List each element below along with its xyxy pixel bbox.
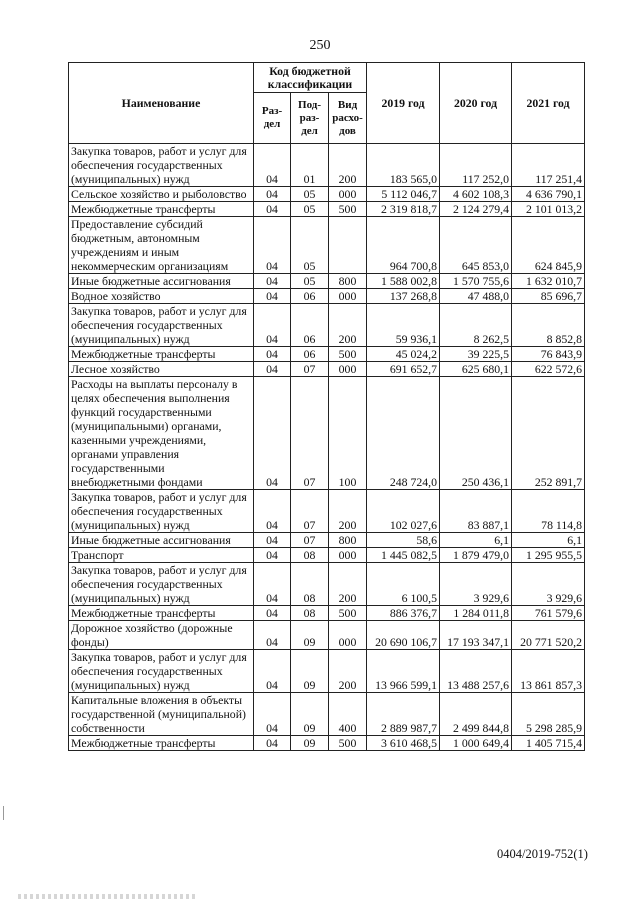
code-vid: 100 (329, 377, 367, 490)
amount-2020: 3 929,6 (440, 563, 512, 606)
code-podrazdel: 09 (291, 621, 329, 650)
code-razdel: 04 (254, 144, 291, 187)
code-vid: 800 (329, 274, 367, 289)
amount-2019: 58,6 (367, 533, 440, 548)
code-razdel: 04 (254, 563, 291, 606)
header-code-group: Код бюджетной классификации (254, 63, 367, 93)
amount-2019: 886 376,7 (367, 606, 440, 621)
amount-2021: 1 405 715,4 (512, 736, 585, 751)
amount-2021: 6,1 (512, 533, 585, 548)
header-2019: 2019 год (367, 63, 440, 144)
code-razdel: 04 (254, 217, 291, 274)
document-code: 0404/2019-752(1) (497, 847, 588, 861)
row-name: Закупка товаров, работ и услуг для обеспечения государственных (муниципальных) нужд (69, 144, 254, 187)
code-podrazdel: 05 (291, 217, 329, 274)
row-name: Капитальные вложения в объекты государственной (муниципальной) собственности (69, 693, 254, 736)
code-vid: 500 (329, 202, 367, 217)
row-name: Иные бюджетные ассигнования (69, 533, 254, 548)
amount-2020: 1 284 011,8 (440, 606, 512, 621)
page-number: 250 (309, 38, 331, 53)
code-vid: 200 (329, 304, 367, 347)
amount-2020: 6,1 (440, 533, 512, 548)
table-row (69, 621, 585, 650)
amount-2019: 183 565,0 (367, 144, 440, 187)
code-podrazdel: 08 (291, 563, 329, 606)
code-podrazdel: 07 (291, 490, 329, 533)
margin-mark (3, 806, 4, 820)
table-row (69, 490, 585, 533)
amount-2020: 117 252,0 (440, 144, 512, 187)
amount-2019: 2 889 987,7 (367, 693, 440, 736)
code-podrazdel: 05 (291, 274, 329, 289)
code-vid: 400 (329, 693, 367, 736)
amount-2021: 78 114,8 (512, 490, 585, 533)
code-razdel: 04 (254, 304, 291, 347)
row-name: Межбюджетные трансферты (69, 736, 254, 751)
amount-2019: 2 319 818,7 (367, 202, 440, 217)
amount-2021: 85 696,7 (512, 289, 585, 304)
amount-2019: 6 100,5 (367, 563, 440, 606)
code-vid: 000 (329, 289, 367, 304)
amount-2021: 5 298 285,9 (512, 693, 585, 736)
row-name: Лесное хозяйство (69, 362, 254, 377)
amount-2020: 2 124 279,4 (440, 202, 512, 217)
code-podrazdel: 01 (291, 144, 329, 187)
amount-2019: 691 652,7 (367, 362, 440, 377)
amount-2019: 248 724,0 (367, 377, 440, 490)
code-vid: 500 (329, 347, 367, 362)
row-name: Дорожное хозяйство (дорожные фонды) (69, 621, 254, 650)
amount-2021: 8 852,8 (512, 304, 585, 347)
row-name: Закупка товаров, работ и услуг для обеспечения государственных (муниципальных) нужд (69, 304, 254, 347)
table-row (69, 304, 585, 347)
code-razdel: 04 (254, 548, 291, 563)
amount-2020: 8 262,5 (440, 304, 512, 347)
row-name: Расходы на выплаты персоналу в целях обеспечения выполнения функций государственными (муниципальными) органами, казенными учреждениями, органами управления государственными внебюджетными фондами (69, 377, 254, 490)
table-row (69, 274, 585, 289)
table-row (69, 187, 585, 202)
row-name: Закупка товаров, работ и услуг для обеспечения государственных (муниципальных) нужд (69, 490, 254, 533)
code-podrazdel: 05 (291, 187, 329, 202)
code-vid: 000 (329, 187, 367, 202)
code-podrazdel: 05 (291, 202, 329, 217)
row-name: Межбюджетные трансферты (69, 347, 254, 362)
amount-2019: 1 588 002,8 (367, 274, 440, 289)
amount-2020: 39 225,5 (440, 347, 512, 362)
amount-2019: 1 445 082,5 (367, 548, 440, 563)
amount-2021: 622 572,6 (512, 362, 585, 377)
amount-2020: 47 488,0 (440, 289, 512, 304)
code-vid: 200 (329, 563, 367, 606)
code-razdel: 04 (254, 377, 291, 490)
code-podrazdel: 09 (291, 736, 329, 751)
code-razdel: 04 (254, 533, 291, 548)
amount-2021: 76 843,9 (512, 347, 585, 362)
row-name: Иные бюджетные ассигнования (69, 274, 254, 289)
amount-2019: 3 610 468,5 (367, 736, 440, 751)
amount-2019: 20 690 106,7 (367, 621, 440, 650)
amount-2021: 13 861 857,3 (512, 650, 585, 693)
header-name: Наименование (69, 63, 254, 144)
table-body (69, 144, 585, 751)
amount-2020: 250 436,1 (440, 377, 512, 490)
row-name: Межбюджетные трансферты (69, 202, 254, 217)
row-name: Закупка товаров, работ и услуг для обеспечения государственных (муниципальных) нужд (69, 650, 254, 693)
amount-2020: 1 879 479,0 (440, 548, 512, 563)
table-row (69, 736, 585, 751)
code-razdel: 04 (254, 650, 291, 693)
amount-2021: 3 929,6 (512, 563, 585, 606)
amount-2020: 17 193 347,1 (440, 621, 512, 650)
amount-2019: 102 027,6 (367, 490, 440, 533)
amount-2021: 252 891,7 (512, 377, 585, 490)
code-podrazdel: 09 (291, 693, 329, 736)
table-row (69, 202, 585, 217)
amount-2019: 137 268,8 (367, 289, 440, 304)
table-row (69, 347, 585, 362)
amount-2020: 83 887,1 (440, 490, 512, 533)
amount-2020: 625 680,1 (440, 362, 512, 377)
table-row (69, 606, 585, 621)
amount-2019: 964 700,8 (367, 217, 440, 274)
table-row (69, 563, 585, 606)
row-name: Межбюджетные трансферты (69, 606, 254, 621)
amount-2020: 645 853,0 (440, 217, 512, 274)
code-vid: 500 (329, 606, 367, 621)
amount-2019: 45 024,2 (367, 347, 440, 362)
code-razdel: 04 (254, 606, 291, 621)
table-row (69, 650, 585, 693)
amount-2020: 1 000 649,4 (440, 736, 512, 751)
amount-2020: 1 570 755,6 (440, 274, 512, 289)
code-podrazdel: 06 (291, 304, 329, 347)
row-name: Транспорт (69, 548, 254, 563)
code-podrazdel: 07 (291, 533, 329, 548)
code-podrazdel: 08 (291, 606, 329, 621)
amount-2020: 4 602 108,3 (440, 187, 512, 202)
code-vid: 500 (329, 736, 367, 751)
amount-2021: 1 295 955,5 (512, 548, 585, 563)
row-name: Предоставление субсидий бюджетным, автономным учреждениям и иным некоммерческим организациям (69, 217, 254, 274)
code-podrazdel: 07 (291, 377, 329, 490)
code-vid: 000 (329, 621, 367, 650)
amount-2019: 13 966 599,1 (367, 650, 440, 693)
row-name: Водное хозяйство (69, 289, 254, 304)
code-vid: 200 (329, 144, 367, 187)
header-vid: Вид расхо-дов (329, 93, 367, 144)
table-row (69, 144, 585, 187)
code-vid (329, 217, 367, 274)
amount-2020: 13 488 257,6 (440, 650, 512, 693)
code-razdel: 04 (254, 274, 291, 289)
code-razdel: 04 (254, 187, 291, 202)
table-row (69, 217, 585, 274)
amount-2019: 5 112 046,7 (367, 187, 440, 202)
code-razdel: 04 (254, 202, 291, 217)
table-row (69, 693, 585, 736)
code-razdel: 04 (254, 621, 291, 650)
table-row (69, 289, 585, 304)
code-podrazdel: 06 (291, 289, 329, 304)
row-name: Сельское хозяйство и рыболовство (69, 187, 254, 202)
header-2021: 2021 год (512, 63, 585, 144)
code-razdel: 04 (254, 490, 291, 533)
code-razdel: 04 (254, 693, 291, 736)
table-row (69, 548, 585, 563)
code-vid: 000 (329, 548, 367, 563)
amount-2021: 4 636 790,1 (512, 187, 585, 202)
code-podrazdel: 07 (291, 362, 329, 377)
amount-2021: 624 845,9 (512, 217, 585, 274)
scan-artifact (18, 894, 198, 899)
table-row (69, 362, 585, 377)
code-vid: 000 (329, 362, 367, 377)
code-razdel: 04 (254, 347, 291, 362)
budget-table (68, 62, 585, 751)
amount-2021: 20 771 520,2 (512, 621, 585, 650)
code-razdel: 04 (254, 736, 291, 751)
code-vid: 200 (329, 490, 367, 533)
amount-2020: 2 499 844,8 (440, 693, 512, 736)
code-podrazdel: 06 (291, 347, 329, 362)
amount-2021: 2 101 013,2 (512, 202, 585, 217)
header-2020: 2020 год (440, 63, 512, 144)
amount-2021: 1 632 010,7 (512, 274, 585, 289)
amount-2021: 761 579,6 (512, 606, 585, 621)
row-name: Закупка товаров, работ и услуг для обеспечения государственных (муниципальных) нужд (69, 563, 254, 606)
header-podrazdel: Под-раз-дел (291, 93, 329, 144)
code-podrazdel: 08 (291, 548, 329, 563)
amount-2021: 117 251,4 (512, 144, 585, 187)
code-razdel: 04 (254, 289, 291, 304)
code-vid: 200 (329, 650, 367, 693)
amount-2019: 59 936,1 (367, 304, 440, 347)
table-row (69, 377, 585, 490)
code-podrazdel: 09 (291, 650, 329, 693)
table-row (69, 533, 585, 548)
header-razdel: Раз-дел (254, 93, 291, 144)
code-vid: 800 (329, 533, 367, 548)
code-razdel: 04 (254, 362, 291, 377)
